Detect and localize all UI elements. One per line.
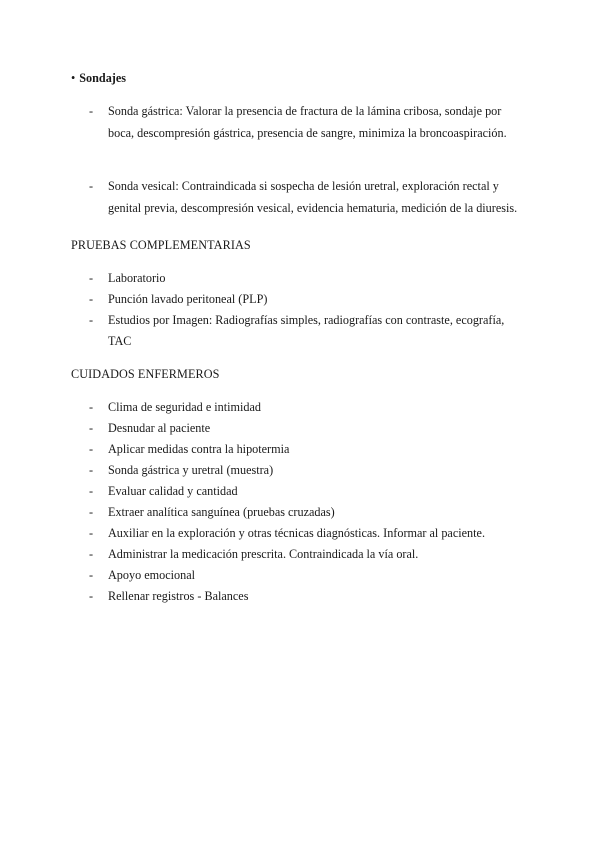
list-item bbox=[0, 176, 600, 219]
list-item bbox=[0, 523, 600, 544]
dash-marker: - bbox=[89, 463, 94, 477]
list-item-text: Laboratorio bbox=[108, 271, 166, 285]
list-item bbox=[0, 310, 600, 352]
dash-marker: - bbox=[89, 505, 94, 519]
cuidados-section-title: CUIDADOS ENFERMEROS bbox=[71, 367, 220, 381]
list-item-text: Punción lavado peritoneal (PLP) bbox=[108, 292, 268, 306]
dash-marker: - bbox=[89, 589, 94, 603]
list-item bbox=[0, 586, 600, 607]
sondajes-list bbox=[0, 101, 600, 219]
list-item bbox=[0, 565, 600, 586]
dash-marker: - bbox=[89, 400, 94, 414]
dash-marker: - bbox=[89, 547, 94, 561]
list-item bbox=[0, 418, 600, 439]
dash-marker: - bbox=[89, 292, 94, 306]
pruebas-list bbox=[0, 268, 600, 352]
list-item bbox=[0, 289, 600, 310]
dash-marker: - bbox=[89, 271, 94, 285]
list-item bbox=[0, 481, 600, 502]
list-item-text: Estudios por Imagen: Radiografías simples, radiografías con contraste, ecografía, TAC bbox=[108, 313, 505, 348]
list-item-text: Aplicar medidas contra la hipotermia bbox=[108, 442, 290, 456]
list-item-text: Auxiliar en la exploración y otras técnicas diagnósticas. Informar al paciente. bbox=[108, 526, 485, 540]
list-item-text: Sonda gástrica: Valorar la presencia de fractura de la lámina cribosa, sondaje por boca, descompresión gástrica, presencia de sangre, minimiza la broncoaspiración. bbox=[108, 104, 507, 140]
pruebas-section-title: PRUEBAS COMPLEMENTARIAS bbox=[71, 238, 251, 252]
bullet-icon: • bbox=[71, 71, 76, 85]
list-item-text: Sonda gástrica y uretral (muestra) bbox=[108, 463, 274, 477]
dash-marker: - bbox=[89, 313, 94, 327]
list-item bbox=[0, 397, 600, 418]
list-item-text: Desnudar al paciente bbox=[108, 421, 211, 435]
list-item bbox=[0, 544, 600, 565]
dash-marker: - bbox=[89, 179, 94, 193]
list-item bbox=[0, 101, 600, 144]
dash-marker: - bbox=[89, 104, 94, 118]
list-item-text: Evaluar calidad y cantidad bbox=[108, 484, 238, 498]
dash-marker: - bbox=[89, 526, 94, 540]
dash-marker: - bbox=[89, 484, 94, 498]
list-item bbox=[0, 460, 600, 481]
sondajes-heading bbox=[71, 68, 126, 89]
dash-marker: - bbox=[89, 421, 94, 435]
list-item bbox=[0, 502, 600, 523]
list-item bbox=[0, 439, 600, 460]
dash-marker: - bbox=[89, 442, 94, 456]
list-item-text: Clima de seguridad e intimidad bbox=[108, 400, 261, 414]
sondajes-heading-text: Sondajes bbox=[79, 71, 127, 85]
cuidados-list bbox=[0, 397, 600, 607]
list-item bbox=[0, 268, 600, 289]
list-item-text: Sonda vesical: Contraindicada si sospecha de lesión uretral, exploración rectal y genital previa, descompresión vesical, evidencia hematuria, medición de la diuresis. bbox=[108, 179, 518, 215]
list-item-text: Apoyo emocional bbox=[108, 568, 195, 582]
list-item-text: Extraer analítica sanguínea (pruebas cruzadas) bbox=[108, 505, 335, 519]
list-item-text: Administrar la medicación prescrita. Contraindicada la vía oral. bbox=[108, 547, 419, 561]
list-item-text: Rellenar registros - Balances bbox=[108, 589, 249, 603]
dash-marker: - bbox=[89, 568, 94, 582]
